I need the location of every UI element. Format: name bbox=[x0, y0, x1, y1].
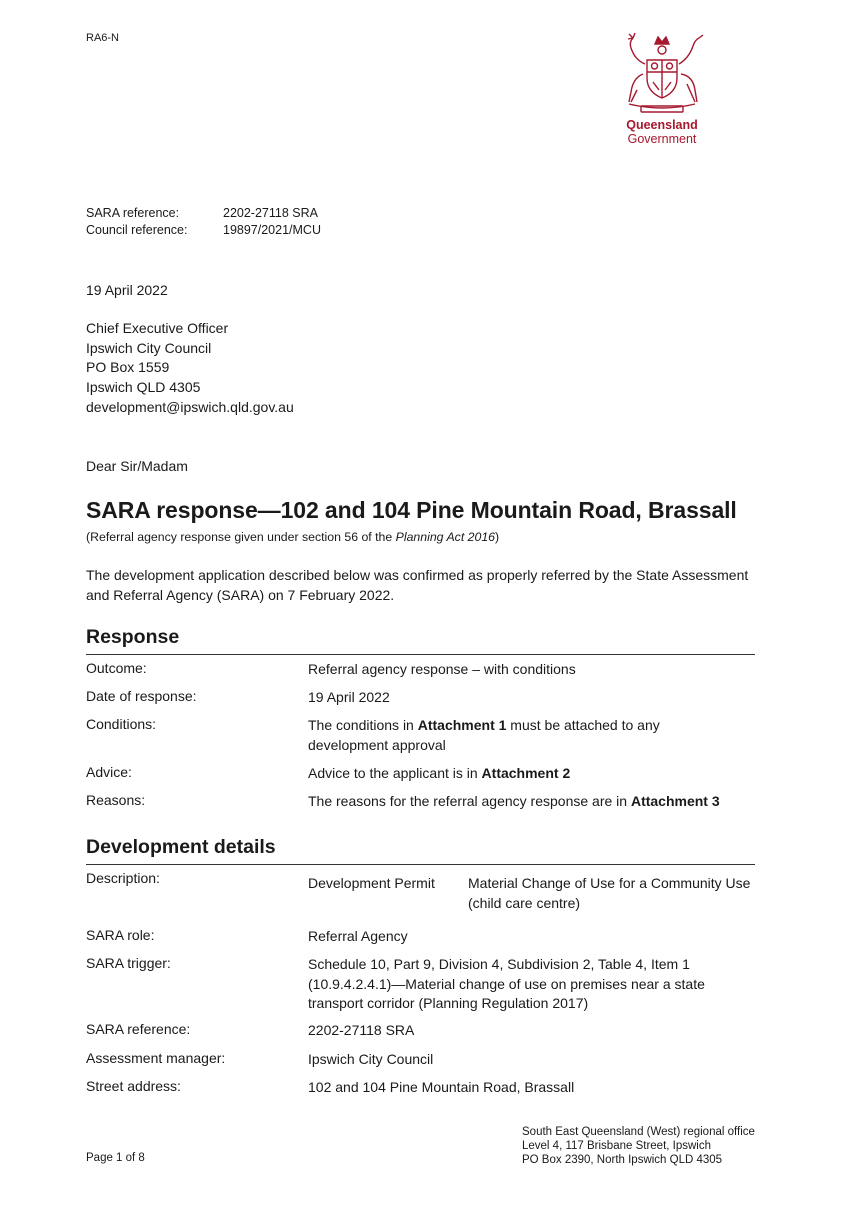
sara-trigger-value: Schedule 10, Part 9, Division 4, Subdivision 2, Table 4, Item 1 (10.9.4.2.4.1)—Material change of use on premises near a state transport corridor (Planning Regulation 2017) bbox=[308, 956, 705, 1012]
response-heading: Response bbox=[86, 626, 180, 648]
sara-reference-value: 2202-27118 SRA bbox=[223, 206, 318, 220]
office-address bbox=[522, 1125, 755, 1167]
development-details-heading: Development details bbox=[86, 836, 276, 858]
letter-date: 19 April 2022 bbox=[86, 282, 168, 298]
conditions-text: The conditions in bbox=[308, 717, 418, 733]
page-title: SARA response—102 and 104 Pine Mountain Road, Brassall bbox=[86, 497, 737, 523]
street-address-label: Street address: bbox=[86, 1078, 181, 1094]
reasons-label: Reasons: bbox=[86, 792, 146, 808]
recipient-address bbox=[86, 319, 294, 418]
salutation: Dear Sir/Madam bbox=[86, 458, 188, 474]
outcome-value: Referral agency response – with conditions bbox=[308, 661, 576, 677]
outcome-label: Outcome: bbox=[86, 660, 147, 676]
sara-role-value: Referral Agency bbox=[308, 928, 408, 944]
conditions-text-end: must be attached to any development approval bbox=[308, 717, 660, 753]
advice-label: Advice: bbox=[86, 764, 132, 780]
recipient-line: Ipswich City Council bbox=[86, 339, 212, 356]
date-of-response-value: 19 April 2022 bbox=[308, 689, 390, 705]
subtitle-prefix: (Referral agency response given under section 56 of the bbox=[86, 530, 396, 544]
office-line: South East Queensland (West) regional office bbox=[522, 1126, 755, 1138]
intro-paragraph: The development application described below was confirmed as properly referred by the State Assessment and Referral Agency (SARA) on 7 February 2022. bbox=[86, 567, 749, 603]
reasons-value bbox=[308, 792, 758, 812]
sara-reference bbox=[86, 206, 318, 220]
subtitle bbox=[86, 530, 499, 544]
assessment-manager-label: Assessment manager: bbox=[86, 1050, 226, 1066]
council-reference-value: 19897/2021/MCU bbox=[223, 223, 321, 237]
description-value: Material Change of Use for a Community Use (child care centre) bbox=[468, 875, 751, 911]
street-address-value: 102 and 104 Pine Mountain Road, Brassall bbox=[308, 1079, 575, 1095]
assessment-manager-value: Ipswich City Council bbox=[308, 1051, 434, 1067]
page-number: Page 1 of 8 bbox=[86, 1152, 145, 1164]
sara-role-label: SARA role: bbox=[86, 927, 155, 943]
subtitle-suffix: ) bbox=[495, 530, 500, 544]
council-reference-label: Council reference: bbox=[86, 223, 188, 237]
logo-queensland-text: Queensland bbox=[626, 118, 698, 132]
advice-text: Advice to the applicant is in bbox=[308, 765, 482, 781]
attachment-1-ref: Attachment 1 bbox=[417, 717, 507, 733]
subtitle-act: Planning Act 2016 bbox=[395, 530, 496, 544]
recipient-line: Chief Executive Officer bbox=[86, 320, 229, 336]
sara-reference-label: SARA reference: bbox=[86, 206, 180, 220]
logo-government-text: Government bbox=[627, 132, 697, 146]
coat-of-arms-icon bbox=[617, 30, 707, 116]
description-label: Description: bbox=[86, 870, 160, 886]
sara-reference-row-label: SARA reference: bbox=[86, 1021, 191, 1037]
development-divider bbox=[86, 864, 755, 865]
sara-trigger-label: SARA trigger: bbox=[86, 955, 171, 971]
description-type: Development Permit bbox=[308, 875, 435, 891]
queensland-government-logo bbox=[614, 30, 710, 146]
council-reference bbox=[86, 223, 321, 237]
office-line: PO Box 2390, North Ipswich QLD 4305 bbox=[522, 1154, 723, 1167]
reasons-text: The reasons for the referral agency response are in bbox=[308, 793, 631, 809]
sara-reference-row-value: 2202-27118 SRA bbox=[308, 1022, 415, 1038]
conditions-label: Conditions: bbox=[86, 716, 157, 732]
attachment-3-ref: Attachment 3 bbox=[630, 793, 720, 809]
document-code: RA6-N bbox=[86, 32, 120, 44]
recipient-line: PO Box 1559 bbox=[86, 359, 170, 376]
advice-value bbox=[308, 764, 758, 784]
response-divider bbox=[86, 654, 755, 655]
office-line: Level 4, 117 Brisbane Street, Ipswich bbox=[522, 1140, 712, 1153]
recipient-email: development@ipswich.qld.gov.au bbox=[86, 398, 294, 415]
date-of-response-label: Date of response: bbox=[86, 688, 197, 704]
conditions-value bbox=[308, 716, 708, 755]
recipient-line: Ipswich QLD 4305 bbox=[86, 379, 201, 396]
attachment-2-ref: Attachment 2 bbox=[481, 765, 571, 781]
